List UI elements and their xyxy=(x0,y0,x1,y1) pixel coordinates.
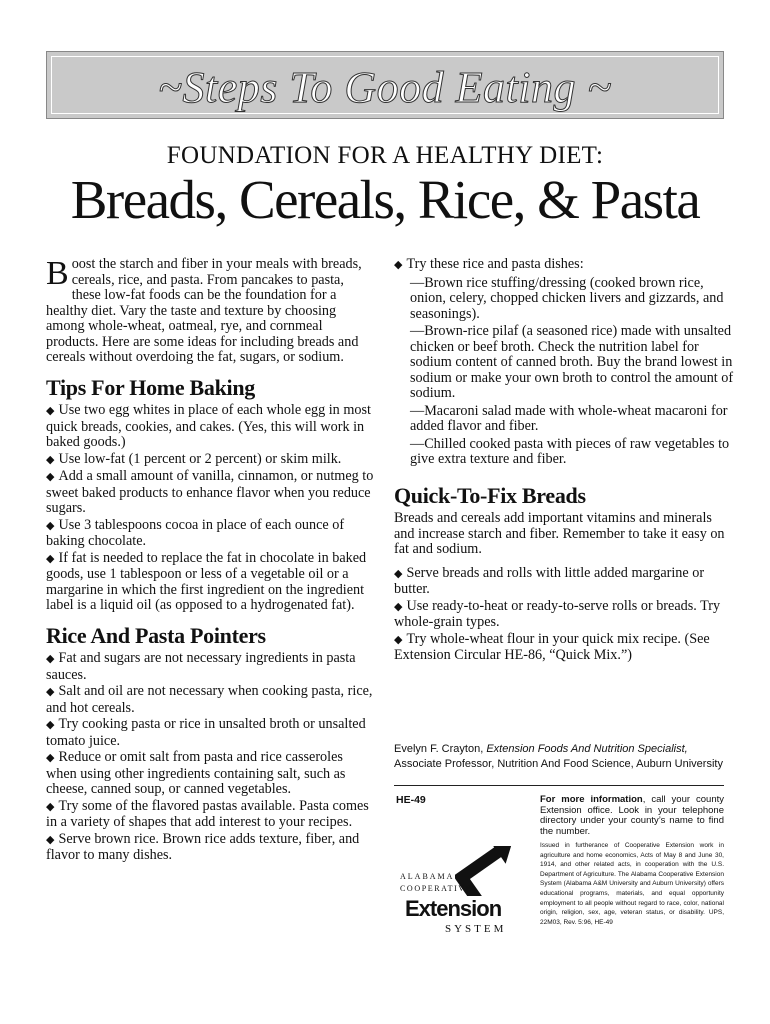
publication-code: HE-49 xyxy=(396,794,426,806)
quick-item: ◆ Serve breads and rolls with little added margarine or butter. xyxy=(394,566,734,598)
banner-title: ~Steps To Good Eating ~ xyxy=(158,63,612,112)
dish-item: —Brown rice stuffing/dressing (cooked brown rice, onion, celery, chopped chicken livers and gizzards, and seasonings). xyxy=(410,274,724,322)
author-name: Evelyn F. Crayton, xyxy=(394,743,484,755)
banner xyxy=(46,51,724,119)
rice-item: ◆ Salt and oil are not necessary when cooking pasta, rice, and hot cereals. xyxy=(46,684,376,716)
dish-item: —Brown-rice pilaf (a seasoned rice) made with unsalted chicken or beef broth. Check the nutrition label for sodium content of canned broth. Buy the brand lowest in sodium or make your own broth to control the amount of sodium. xyxy=(410,323,734,401)
page-title: Breads, Cereals, Rice, & Pasta xyxy=(70,169,700,230)
logo-cooperative: COOPERATIVE xyxy=(400,884,473,893)
tips-item: ◆ Use low-fat (1 percent or 2 percent) or skim milk. xyxy=(46,452,376,469)
dish-item: —Macaroni salad made with whole-wheat macaroni for added flavor and fiber. xyxy=(410,402,728,434)
intro-paragraph xyxy=(46,257,376,366)
quick-text: Breads and cereals add important vitamins and minerals and increase starch and fiber. Remember to take it easy on fat and sodium. xyxy=(394,510,725,557)
rice-item: ◆ Serve brown rice. Brown rice adds texture, fiber, and flavor to many dishes. xyxy=(46,832,376,864)
right-column xyxy=(394,257,734,665)
author-title: Extension Foods And Nutrition Specialist, xyxy=(486,743,688,755)
intro-text: oost the starch and fiber in your meals with breads, cereals, rice, and pasta. From pancakes to pasta, these low-fat foods can be the foundation for a healthy diet. Vary the taste and texture by choosing among whole-wheat, oatmeal, rye, and cornmeal products. Here are some ideas for including breads and cereals without overdoing the fat, sugars, or sodium. xyxy=(46,256,362,365)
extension-logo xyxy=(400,846,525,941)
logo-alabama: ALABAMA xyxy=(400,872,455,881)
rice-heading: Rice And Pasta Pointers xyxy=(46,622,266,648)
tips-item: ◆ Add a small amount of vanilla, cinnamon, or nutmeg to sweet baked products to enhance flavor when you reduce sugars. xyxy=(46,469,376,517)
left-column xyxy=(46,257,376,865)
author-credit xyxy=(394,742,734,772)
tips-item: ◆ Use two egg whites in place of each whole egg in most quick breads, cookies, and cakes. (Yes, this will work in baked goods.) xyxy=(46,403,376,451)
more-info-bold: For more information xyxy=(540,794,643,805)
rice-item: ◆ Fat and sugars are not necessary ingredients in pasta sauces. xyxy=(46,651,376,683)
more-info-text: , call your county Extension office. Look in your telephone directory under your county’s name to find the number. xyxy=(540,794,724,837)
quick-item: ◆ Try whole-wheat flour in your quick mix recipe. (See Extension Circular HE-86, “Quick Mix.”) xyxy=(394,632,734,664)
dishes-lead: ◆ Try these rice and pasta dishes: xyxy=(394,257,734,274)
tips-item: ◆ Use 3 tablespoons cocoa in place of each ounce of baking chocolate. xyxy=(46,518,376,550)
rice-item: ◆ Reduce or omit salt from pasta and rice casseroles when using other ingredients containing salt, such as cheese, canned soup, or canned vegetables. xyxy=(46,750,376,798)
rice-item: ◆ Try cooking pasta or rice in unsalted broth or unsalted tomato juice. xyxy=(46,717,376,749)
footer-divider xyxy=(394,785,724,786)
author-affiliation: Associate Professor, Nutrition And Food Science, Auburn University xyxy=(394,758,723,770)
fine-print: Issued in furtherance of Cooperative Extension work in agriculture and home economics, Acts of May 8 and June 30, 1914, and other related acts, in cooperation with the U.S. Department of Agriculture. The Alabama Cooperative Extension System (Alabama A&M University and Auburn University) offers educational programs, materials, and equal opportunity employment to all people without regard to race, color, national origin, religion, sex, age, veteran status, or disability. UPS, 22M03, Rev. 5:96, HE-49 xyxy=(540,842,724,926)
more-info xyxy=(540,795,724,837)
tips-item: ◆ If fat is needed to replace the fat in chocolate in baked goods, use 1 tablespoon or less of a vegetable oil or a margarine in which the first ingredient on the ingredient label is a liquid oil (as opposed to a hydrogenated fat). xyxy=(46,551,376,614)
page-subtitle: FOUNDATION FOR A HEALTHY DIET: xyxy=(166,142,604,169)
quick-heading: Quick-To-Fix Breads xyxy=(394,482,586,508)
logo-system: SYSTEM xyxy=(445,923,507,935)
quick-item: ◆ Use ready-to-heat or ready-to-serve rolls or breads. Try whole-grain types. xyxy=(394,599,734,631)
tips-heading: Tips For Home Baking xyxy=(46,374,255,400)
dish-item: —Chilled cooked pasta with pieces of raw vegetables to give extra texture and fiber. xyxy=(410,435,730,467)
rice-item: ◆ Try some of the flavored pastas available. Pasta comes in a variety of shapes that add interest to your recipes. xyxy=(46,799,376,831)
logo-extension: Extension xyxy=(405,896,502,921)
drop-cap: B xyxy=(46,255,69,292)
